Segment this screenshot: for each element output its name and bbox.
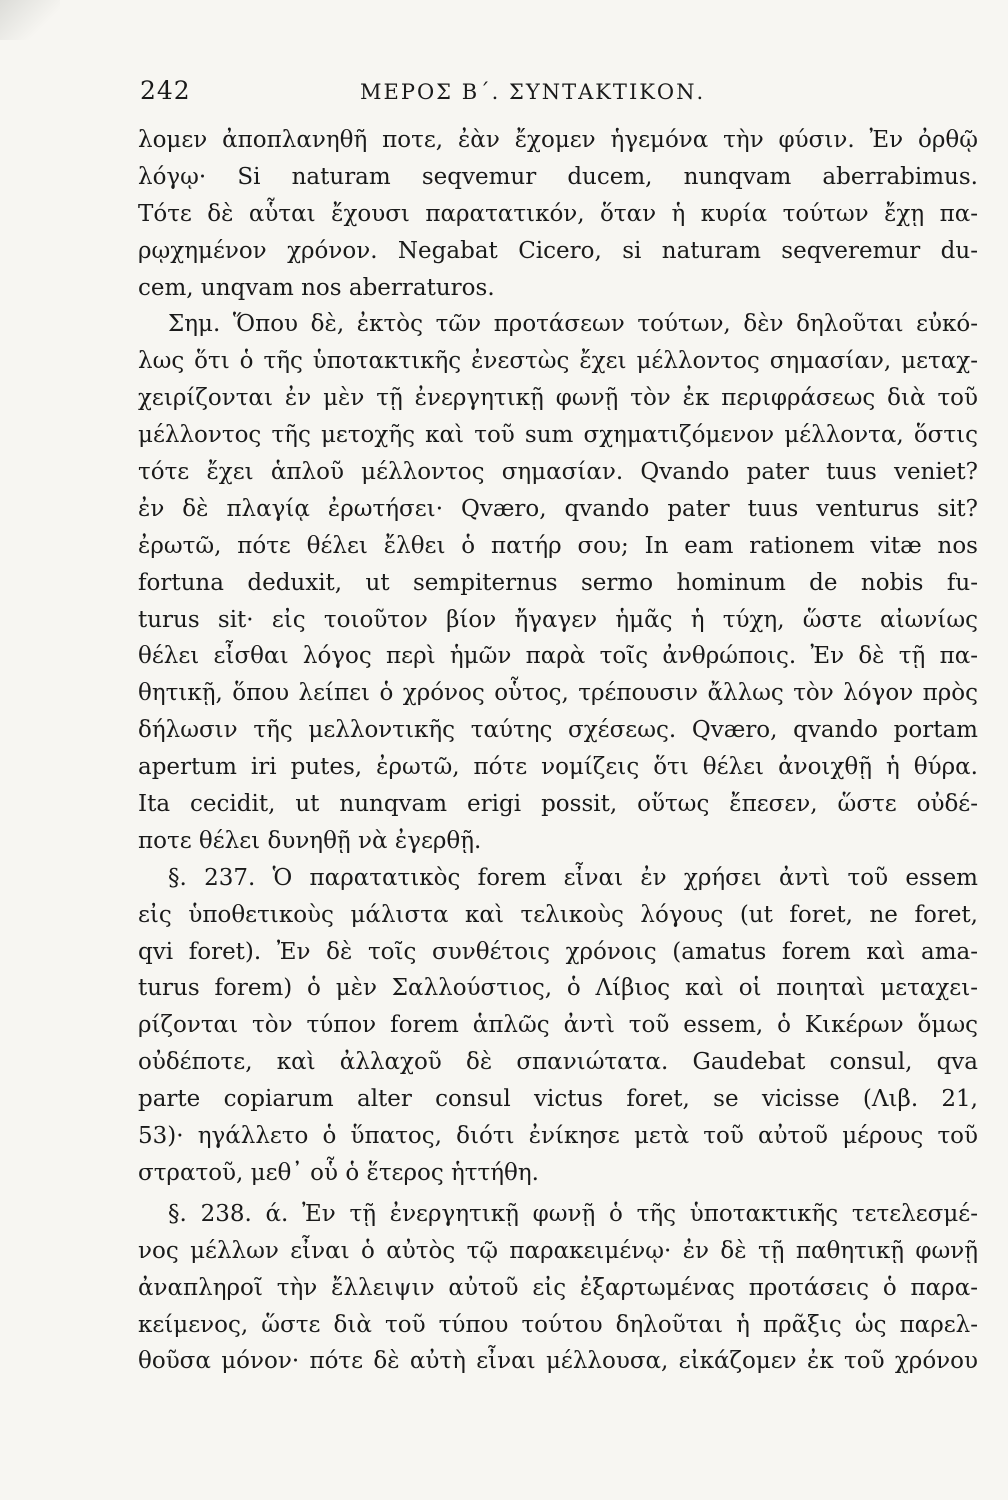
text-line: cem, unqvam nos aberraturos. xyxy=(138,274,495,301)
text-line: θοῦσα μόνον· πότε δὲ αὐτὴ εἶναι μέλλουσα, εἰκάζομεν ἐκ τοῦ χρόνου xyxy=(138,1348,978,1375)
text-line: θέλει εἶσθαι λόγος περὶ ἡμῶν παρὰ τοῖς ἀνθρώποις. Ἐν δὲ τῇ πα- xyxy=(138,643,978,670)
text-line: λως ὅτι ὁ τῆς ὑποτακτικῆς ἐνεστὼς ἔχει μέλλοντος σημασίαν, μεταχ- xyxy=(138,348,978,375)
text-line: qvi foret). Ἐν δὲ τοῖς συνθέτοις χρόνοις (amatus forem καὶ ama- xyxy=(138,938,978,965)
text-line: μέλλοντος τῆς μετοχῆς καὶ τοῦ sum σχηματιζόμενον μέλλοντα, ὅστις xyxy=(138,422,978,449)
text-line: 53)· ηγάλλετο ὁ ὕπατος, διότι ἐνίκησε μετὰ τοῦ αὐτοῦ μέρους τοῦ xyxy=(138,1123,978,1150)
text-line: οὐδέποτε, καὶ ἀλλαχοῦ δὲ σπανιώτατα. Gaudebat consul, qva xyxy=(138,1049,978,1076)
text-line: ρίζονται τὸν τύπον forem ἁπλῶς ἀντὶ τοῦ essem, ὁ Κικέρων ὅμως xyxy=(138,1012,978,1039)
body-text xyxy=(138,122,978,1380)
note-line: Σημ. Ὅπου δὲ, ἐκτὸς τῶν προτάσεων τούτων, δὲν δηλοῦται εὐκό- xyxy=(168,311,978,338)
text-line: parte copiarum alter consul victus foret, se vicisse (Λιβ. 21, xyxy=(138,1086,978,1113)
page-number: 242 xyxy=(140,76,191,105)
page-corner-shadow xyxy=(0,0,60,40)
text-line: ἐν δὲ πλαγίᾳ ἐρωτήσει· Qværo, qvando pater tuus venturus sit? xyxy=(138,495,978,522)
text-line: χειρίζονται ἐν μὲν τῇ ἐνεργητικῇ φωνῇ τὸν ἐκ περιφράσεως διὰ τοῦ xyxy=(138,385,978,412)
text-line: apertum iri putes, ἐρωτῶ, πότε νομίζεις ὅτι θέλει ἀνοιχθῇ ἡ θύρα. xyxy=(138,754,978,781)
text-line: δήλωσιν τῆς μελλοντικῆς ταύτης σχέσεως. Qværo, qvando portam xyxy=(138,717,978,744)
text-line: ἐρωτῶ, πότε θέλει ἔλθει ὁ πατήρ σου; In eam rationem vitæ nos xyxy=(138,532,978,559)
text-line: νος μέλλων εἶναι ὁ αὐτὸς τῷ παρακειμένῳ· ἐν δὲ τῇ παθητικῇ φωνῇ xyxy=(138,1237,978,1264)
text-line: θητικῇ, ὅπου λείπει ὁ χρόνος οὗτος, τρέπουσιν ἄλλως τὸν λόγον πρὸς xyxy=(138,680,978,707)
text-line: Τότε δὲ αὗται ἔχουσι παρατατικόν, ὅταν ἡ κυρία τούτων ἔχῃ πα- xyxy=(138,200,978,227)
text-line: fortuna deduxit, ut sempiternus sermo hominum de nobis fu- xyxy=(138,569,978,596)
page-header xyxy=(140,70,970,110)
text-line: λόγῳ· Si naturam seqvemur ducem, nunqvam aberrabimus. xyxy=(138,163,978,190)
text-line: turus sit· εἰς τοιοῦτον βίον ἤγαγεν ἡμᾶς ἡ τύχη, ὥστε αἰωνίως xyxy=(138,606,978,633)
text-line: ρῳχημένον χρόνον. Negabat Cicero, si naturam seqveremur du- xyxy=(138,237,978,264)
section-237-line: §. 237. Ὁ παρατατικὸς forem εἶναι ἐν χρήσει ἀντὶ τοῦ essem xyxy=(168,864,978,891)
section-238-line: §. 238. ά. Ἐν τῇ ἐνεργητικῇ φωνῇ ὁ τῆς ὑποτακτικῆς τετελεσμέ- xyxy=(168,1200,978,1227)
text-line: turus forem) ὁ μὲν Σαλλούστιος, ὁ Λίβιος καὶ οἱ ποιηταὶ μεταχει- xyxy=(138,975,978,1002)
text-line: λομεν ἀποπλανηθῆ ποτε, ἐὰν ἔχομεν ἡγεμόνα τὴν φύσιν. Ἐν ὀρθῷ xyxy=(138,127,978,153)
text-line: στρατοῦ, μεθ᾿ οὗ ὁ ἕτερος ἡττήθη. xyxy=(138,1159,539,1186)
text-line: Ita cecidit, ut nunqvam erigi possit, οὕτως ἔπεσεν, ὥστε οὐδέ- xyxy=(138,791,978,818)
text-line: ποτε θέλει δυνηθῇ νὰ ἐγερθῇ. xyxy=(138,827,482,854)
text-line: κείμενος, ὥστε διὰ τοῦ τύπου τούτου δηλοῦται ἡ πρᾶξις ὡς παρελ- xyxy=(138,1311,978,1338)
running-title: ΜΕΡΟΣ Β΄. ΣΥΝΤΑΚΤΙΚΟΝ. xyxy=(360,80,706,104)
text-line: τότε ἔχει ἁπλοῦ μέλλοντος σημασίαν. Qvando pater tuus veniet? xyxy=(138,459,978,486)
text-line: εἰς ὑποθετικοὺς μάλιστα καὶ τελικοὺς λόγους (ut foret, ne foret, xyxy=(138,901,978,928)
text-line: ἀναπληροῖ τὴν ἔλλειψιν αὐτοῦ εἰς ἐξαρτωμένας προτάσεις ὁ παρα- xyxy=(138,1274,978,1301)
